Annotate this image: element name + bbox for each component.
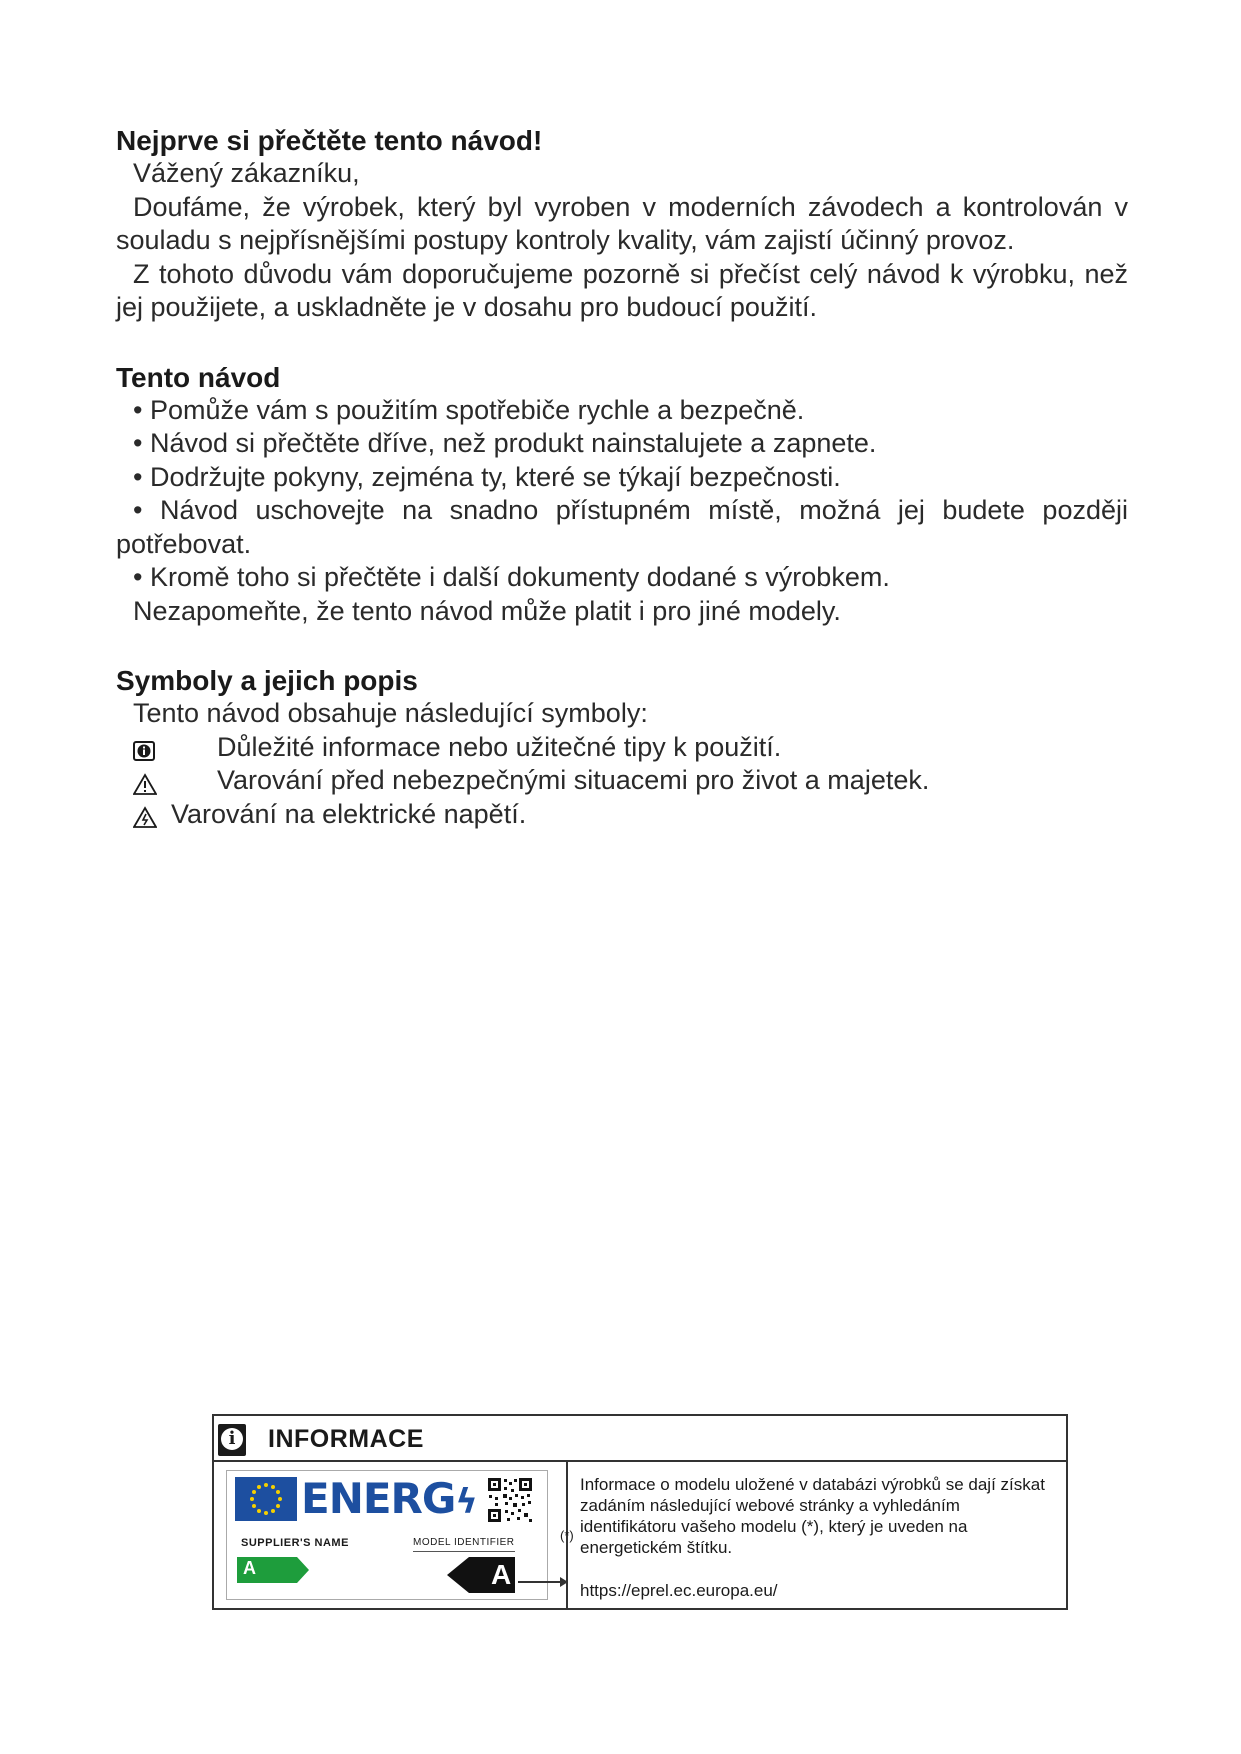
model-identifier-line xyxy=(413,1551,515,1552)
symbols-heading: Symboly a jejich popis xyxy=(116,665,418,696)
energy-class-big: A xyxy=(447,1557,539,1593)
energy-label-panel xyxy=(214,1462,568,1608)
manual-bullet: • Kromě toho si přečtěte i další dokumenty dodané s výrobkem. xyxy=(133,562,890,592)
symbol-row-info xyxy=(116,731,1128,765)
symbol-text: Důležité informace nebo užitečné tipy k použití. xyxy=(217,731,782,762)
symbol-row-warning xyxy=(116,764,1128,798)
energy-label-wordmark: ENERGϟ xyxy=(301,1474,477,1523)
symbol-row-electric xyxy=(116,798,1128,832)
symbol-text: Varování před nebezpečnými situacemi pro život a majetek. xyxy=(217,765,930,795)
info-box xyxy=(212,1414,1068,1610)
intro-paragraph-1: Doufáme, že výrobek, který byl vyroben v moderních závodech a kontrolován v souladu s nejpřísnějšími postupy kontroly kvality, vám zajistí účinný provoz. xyxy=(116,191,1128,255)
info-box-title: INFORMACE xyxy=(268,1425,424,1453)
info-icon: i xyxy=(218,1424,246,1456)
manual-page xyxy=(116,124,1128,831)
info-box-text: Informace o modelu uložené v databázi výrobků se dají získat zadáním následující webové stránky a vyhledáním identifikátoru vašeho modelu (*), který je uveden na energetickém štítku. xyxy=(580,1475,1045,1557)
supplier-name-label: SUPPLIER'S NAME xyxy=(241,1537,349,1549)
eprel-link[interactable]: https://eprel.ec.europa.eu/ xyxy=(580,1581,778,1600)
manual-bullet: • Dodržujte pokyny, zejména ty, které se týkají bezpečnosti. xyxy=(133,461,841,492)
manual-bullet: • Návod si přečtěte dříve, než produkt nainstalujete a zapnete. xyxy=(133,428,877,458)
energy-label xyxy=(226,1470,548,1600)
info-icon xyxy=(133,736,157,758)
salutation: Vážený zákazníku, xyxy=(133,158,360,188)
symbols-intro: Tento návod obsahuje následující symboly: xyxy=(133,698,648,728)
symbol-text: Varování na elektrické napětí. xyxy=(171,798,527,829)
energy-class-small: A xyxy=(237,1557,309,1583)
model-identifier-arrow xyxy=(518,1581,566,1583)
electric-warning-icon xyxy=(133,803,157,825)
asterisk-note: (*) xyxy=(560,1528,574,1543)
intro-heading: Nejprve si přečtěte tento návod! xyxy=(116,125,543,156)
warning-icon xyxy=(133,770,157,792)
manual-heading: Tento návod xyxy=(116,361,281,393)
eu-flag-icon xyxy=(235,1477,297,1521)
qr-code-icon xyxy=(487,1477,533,1523)
info-box-header xyxy=(214,1416,1066,1462)
intro-paragraph-2: Z tohoto důvodu vám doporučujeme pozorně si přečíst celý návod k výrobku, než jej použijete, a uskladněte je v dosahu pro budoucí použití. xyxy=(116,258,1128,322)
manual-note: Nezapomeňte, že tento návod může platit i pro jiné modely. xyxy=(133,595,841,626)
manual-bullet: • Pomůže vám s použitím spotřebiče rychle a bezpečně. xyxy=(133,394,805,425)
manual-bullet: • Návod uschovejte na snadno přístupném místě, možná jej budete později potřebovat. xyxy=(116,495,1128,559)
model-identifier-label: MODEL IDENTIFIER xyxy=(413,1537,515,1548)
